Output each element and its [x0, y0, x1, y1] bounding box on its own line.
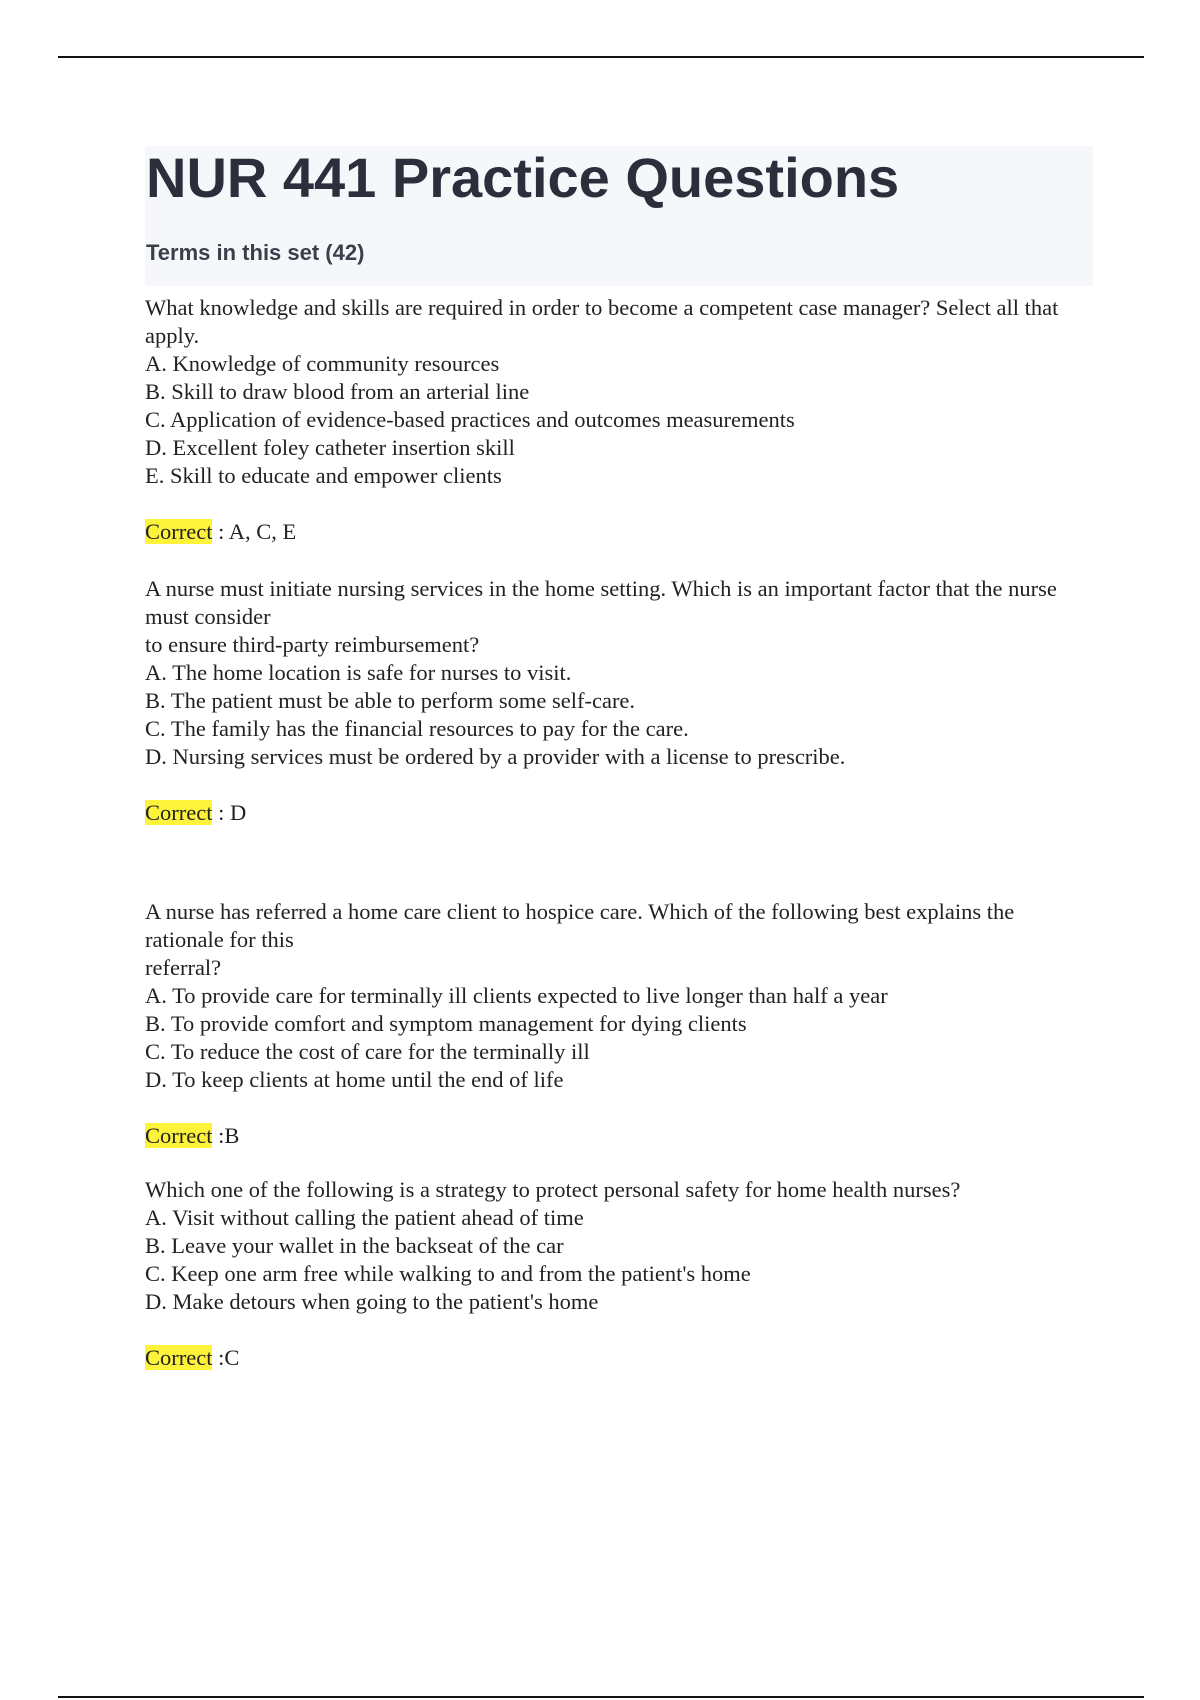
stem-line: A nurse has referred a home care client to hospice care. Which of the following best explains the rationale for this [145, 899, 1015, 952]
answer-options [145, 659, 1090, 771]
correct-answer [145, 1344, 1090, 1372]
correct-answer-value: :B [212, 1123, 240, 1148]
option-b: B. The patient must be able to perform some self-care. [145, 688, 636, 713]
page-title: NUR 441 Practice Questions [146, 146, 900, 209]
answer-options [145, 982, 1090, 1094]
stem-line: referral? [145, 955, 222, 980]
question-stem [145, 575, 1090, 659]
correct-label-highlight: Correct [145, 519, 213, 544]
correct-label-highlight: Correct [145, 1123, 213, 1148]
stem-line: A nurse must initiate nursing services in the home setting. Which is an important factor that the nurse must consider [145, 576, 1057, 629]
stem-line: What knowledge and skills are required in order to become a competent case manager? Select all that apply. [145, 295, 1059, 348]
option-e: E. Skill to educate and empower clients [145, 463, 502, 488]
correct-answer-value: : A, C, E [212, 519, 297, 544]
option-d: D. Nursing services must be ordered by a provider with a license to prescribe. [145, 744, 846, 769]
bottom-rule [58, 1696, 1144, 1698]
question-2 [145, 575, 1090, 827]
option-a: A. The home location is safe for nurses to visit. [145, 660, 572, 685]
correct-label-highlight: Correct [145, 1345, 213, 1370]
correct-answer-value: :C [212, 1345, 240, 1370]
option-b: B. Skill to draw blood from an arterial line [145, 379, 530, 404]
stem-line: to ensure third-party reimbursement? [145, 632, 480, 657]
option-d: D. Make detours when going to the patient's home [145, 1289, 599, 1314]
option-b: B. Leave your wallet in the backseat of the car [145, 1233, 564, 1258]
correct-answer [145, 1122, 1090, 1150]
question-stem [145, 294, 1090, 350]
option-a: A. To provide care for terminally ill clients expected to live longer than half a year [145, 983, 888, 1008]
top-rule [58, 56, 1144, 58]
option-d: D. Excellent foley catheter insertion skill [145, 435, 515, 460]
option-c: C. Application of evidence-based practices and outcomes measurements [145, 407, 795, 432]
option-b: B. To provide comfort and symptom management for dying clients [145, 1011, 747, 1036]
option-a: A. Knowledge of community resources [145, 351, 500, 376]
option-d: D. To keep clients at home until the end of life [145, 1067, 564, 1092]
answer-options [145, 350, 1090, 490]
terms-count: Terms in this set (42) [146, 240, 365, 265]
question-4 [145, 1176, 1090, 1372]
option-a: A. Visit without calling the patient ahead of time [145, 1205, 584, 1230]
stem-line: Which one of the following is a strategy to protect personal safety for home health nurses? [145, 1177, 961, 1202]
option-c: C. To reduce the cost of care for the terminally ill [145, 1039, 590, 1064]
question-3 [145, 898, 1090, 1150]
correct-answer [145, 518, 1090, 546]
option-c: C. Keep one arm free while walking to and from the patient's home [145, 1261, 751, 1286]
answer-options [145, 1204, 1090, 1316]
question-stem [145, 1176, 1090, 1204]
question-stem [145, 898, 1090, 982]
question-1 [145, 294, 1090, 546]
option-c: C. The family has the financial resources to pay for the care. [145, 716, 689, 741]
correct-label-highlight: Correct [145, 800, 213, 825]
correct-answer-value: : D [212, 800, 247, 825]
correct-answer [145, 799, 1090, 827]
